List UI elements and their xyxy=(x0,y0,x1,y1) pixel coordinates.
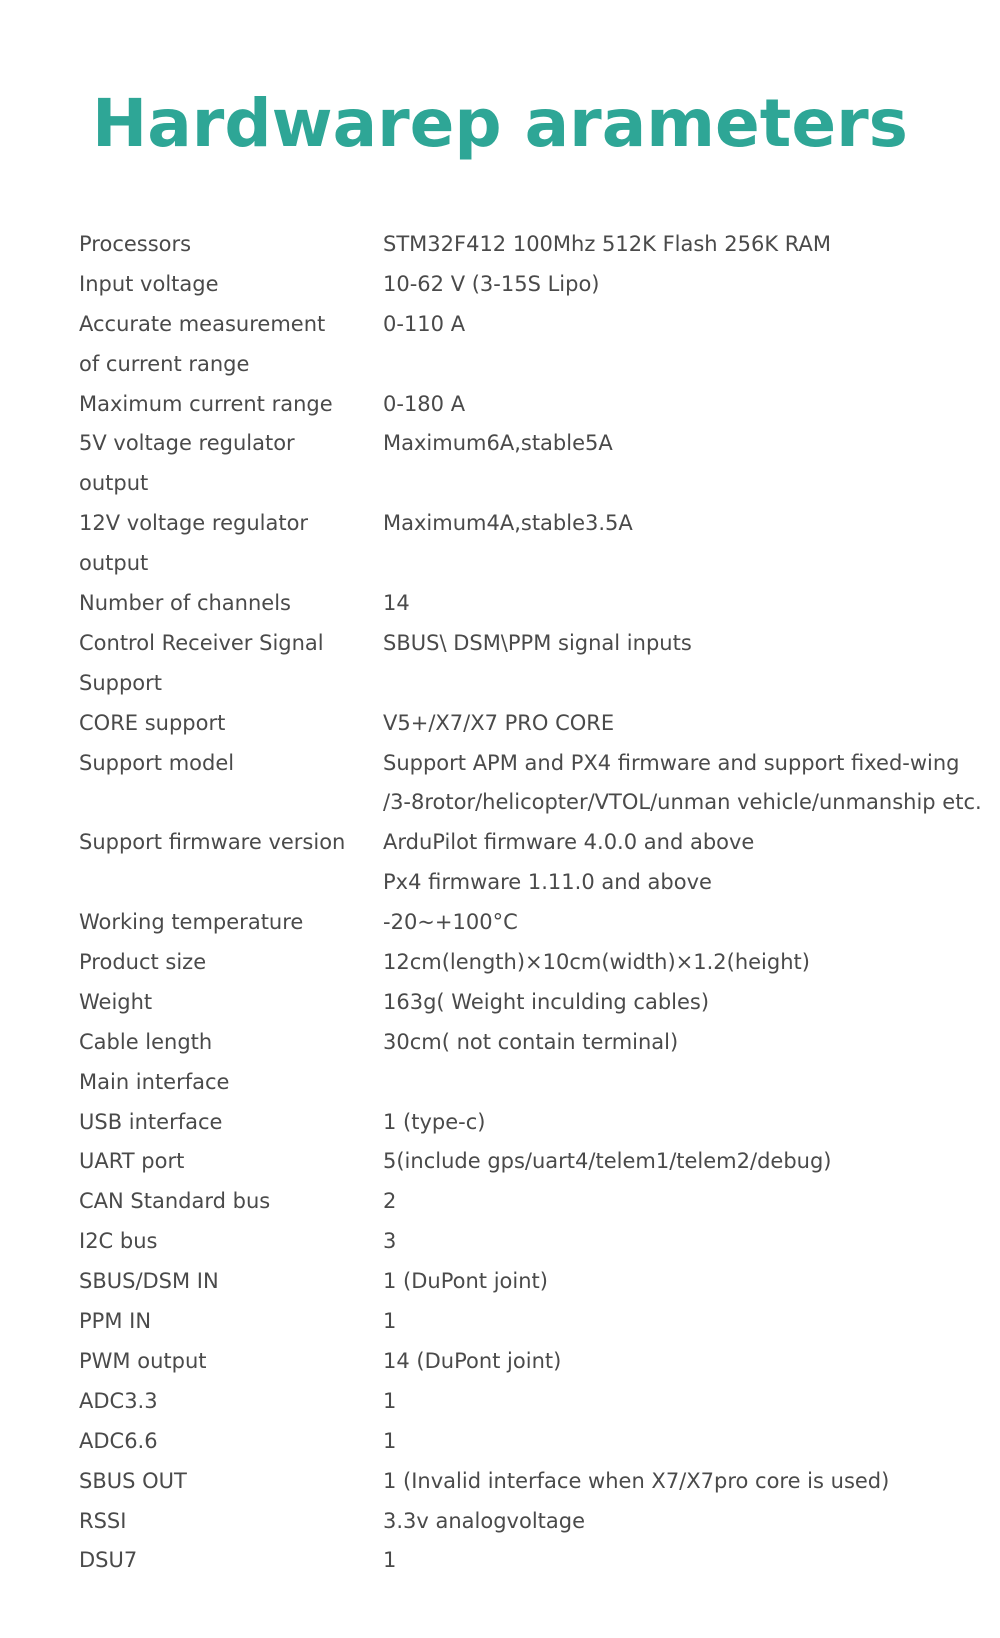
spec-label xyxy=(79,1541,383,1581)
spec-value-line: V5+/X7/X7 PRO CORE xyxy=(383,710,615,735)
spec-label xyxy=(79,1382,383,1422)
spec-label xyxy=(79,1262,383,1302)
spec-label-line: UART port xyxy=(79,1149,185,1174)
spec-label xyxy=(79,265,383,305)
spec-value xyxy=(383,624,959,704)
spec-row xyxy=(79,504,959,584)
spec-value xyxy=(383,1182,959,1222)
spec-row xyxy=(79,823,959,903)
spec-row xyxy=(79,1462,959,1502)
spec-row xyxy=(79,1222,959,1262)
spec-row xyxy=(79,1262,959,1302)
spec-label-line: Control Receiver Signal xyxy=(79,630,324,655)
spec-row xyxy=(79,1342,959,1382)
spec-label-line: 12V voltage regulator xyxy=(79,511,309,536)
spec-value-line: 3.3v analogvoltage xyxy=(383,1508,586,1533)
spec-table xyxy=(79,225,982,1581)
spec-value xyxy=(383,1103,959,1143)
spec-value xyxy=(383,1302,959,1342)
spec-label-line: Number of channels xyxy=(79,591,291,616)
spec-value-line: 14 xyxy=(383,591,410,616)
spec-value-line: 1 (type-c) xyxy=(383,1109,486,1134)
spec-label-line: output xyxy=(79,471,149,496)
spec-label-line: Support model xyxy=(79,750,235,775)
spec-label-line: ADC6.6 xyxy=(79,1428,158,1453)
spec-value xyxy=(383,504,959,584)
spec-row xyxy=(79,1302,959,1342)
spec-value-line: Px4 firmware 1.11.0 and above xyxy=(383,870,712,895)
spec-label-line: Product size xyxy=(79,950,207,975)
spec-row xyxy=(79,1502,959,1542)
spec-value xyxy=(383,584,959,624)
spec-row xyxy=(79,305,959,385)
spec-label-line: Input voltage xyxy=(79,271,219,296)
spec-row xyxy=(79,1023,959,1063)
spec-value-line: Support APM and PX4 firmware and support fixed-wing xyxy=(383,750,960,775)
spec-label-line: Support xyxy=(79,670,163,695)
spec-value xyxy=(383,1342,959,1382)
spec-row xyxy=(79,385,959,425)
spec-value-line: 14 (DuPont joint) xyxy=(383,1348,562,1373)
spec-label-line: Cable length xyxy=(79,1029,213,1054)
spec-label xyxy=(79,1502,383,1542)
spec-row xyxy=(79,1142,959,1182)
spec-value-line: 1 (Invalid interface when X7/X7pro core is used) xyxy=(383,1468,890,1493)
spec-value-line: 0-110 A xyxy=(383,311,466,336)
spec-value-line: 2 xyxy=(383,1189,397,1214)
spec-value-line: Maximum4A,stable3.5A xyxy=(383,511,633,536)
spec-value-line xyxy=(383,1063,959,1103)
spec-value-line: 5(include gps/uart4/telem1/telem2/debug) xyxy=(383,1149,832,1174)
spec-row xyxy=(79,1382,959,1422)
spec-label xyxy=(79,1142,383,1182)
spec-value-line: /3-8rotor/helicopter/VTOL/unman vehicle/unmanship etc. xyxy=(383,790,982,815)
spec-label-line: Support firmware version xyxy=(79,830,346,855)
spec-label-line: Accurate measurement xyxy=(79,311,326,336)
spec-label xyxy=(79,1063,383,1103)
spec-label xyxy=(79,744,383,824)
spec-value-line: 1 xyxy=(383,1428,397,1453)
spec-row xyxy=(79,225,959,265)
spec-value-line: 1 xyxy=(383,1388,397,1413)
spec-row xyxy=(79,1182,959,1222)
spec-row xyxy=(79,1541,959,1581)
spec-label-line: Maximum current range xyxy=(79,391,333,416)
spec-label-line: SBUS/DSM IN xyxy=(79,1269,219,1294)
spec-label-line: PWM output xyxy=(79,1348,207,1373)
spec-value-line xyxy=(383,664,959,704)
spec-row xyxy=(79,1063,959,1103)
spec-row xyxy=(79,744,982,824)
spec-value xyxy=(383,1063,959,1103)
spec-label xyxy=(79,424,383,504)
spec-value-line: 3 xyxy=(383,1229,397,1254)
spec-row xyxy=(79,1103,959,1143)
spec-label-line: SBUS OUT xyxy=(79,1468,187,1493)
spec-label-line: Processors xyxy=(79,232,192,256)
spec-label xyxy=(79,504,383,584)
spec-label xyxy=(79,305,383,385)
spec-label xyxy=(79,624,383,704)
spec-label xyxy=(79,1023,383,1063)
spec-label xyxy=(79,584,383,624)
spec-value-line: 1 xyxy=(383,1548,397,1573)
spec-value-line: 1 xyxy=(383,1309,397,1334)
spec-label-line: Main interface xyxy=(79,1069,230,1094)
spec-label xyxy=(79,704,383,744)
spec-label-line: DSU7 xyxy=(79,1548,138,1573)
spec-label-line: of current range xyxy=(79,351,250,376)
spec-label xyxy=(79,903,383,943)
spec-value xyxy=(383,903,959,943)
spec-value xyxy=(383,983,959,1023)
spec-label xyxy=(79,1182,383,1222)
spec-label xyxy=(79,1462,383,1502)
spec-row xyxy=(79,584,959,624)
spec-value-line: SBUS\ DSM\PPM signal inputs xyxy=(383,630,692,655)
spec-value xyxy=(383,744,982,824)
spec-value-line: Maximum6A,stable5A xyxy=(383,431,613,456)
spec-label xyxy=(79,1302,383,1342)
spec-label-line xyxy=(79,783,383,823)
spec-label xyxy=(79,943,383,983)
spec-label-line xyxy=(79,863,383,903)
spec-value xyxy=(383,305,959,385)
spec-label-line: PPM IN xyxy=(79,1309,152,1334)
spec-label-line: ADC3.3 xyxy=(79,1388,158,1413)
spec-value xyxy=(383,704,959,744)
spec-row xyxy=(79,983,959,1023)
spec-label xyxy=(79,1222,383,1262)
spec-value-line: 10-62 V (3-15S Lipo) xyxy=(383,271,600,296)
spec-row xyxy=(79,1422,959,1462)
spec-label-line: USB interface xyxy=(79,1109,223,1134)
spec-row xyxy=(79,943,959,983)
spec-label xyxy=(79,1103,383,1143)
spec-value xyxy=(383,823,959,903)
spec-value xyxy=(383,385,959,425)
spec-value-line: ArduPilot firmware 4.0.0 and above xyxy=(383,830,755,855)
spec-label xyxy=(79,225,383,265)
spec-label xyxy=(79,385,383,425)
spec-value xyxy=(383,1222,959,1262)
spec-value-line: -20~+100°C xyxy=(383,910,518,935)
spec-row xyxy=(79,624,959,704)
spec-value-line: 30cm( not contain terminal) xyxy=(383,1029,679,1054)
spec-value xyxy=(383,225,959,265)
page-title: Hardwarep arameters xyxy=(92,85,908,162)
spec-label-line: 5V voltage regulator xyxy=(79,431,295,456)
spec-value-line: 12cm(length)×10cm(width)×1.2(height) xyxy=(383,950,810,975)
spec-value xyxy=(383,943,959,983)
spec-value-line: STM32F412 100Mhz 512K Flash 256K RAM xyxy=(383,232,832,256)
spec-value-line: 163g( Weight inculding cables) xyxy=(383,989,710,1014)
spec-value xyxy=(383,1541,959,1581)
spec-label xyxy=(79,1342,383,1382)
spec-label-line: I2C bus xyxy=(79,1229,158,1254)
spec-label-line: RSSI xyxy=(79,1508,127,1533)
spec-label-line: CORE support xyxy=(79,710,226,735)
spec-row xyxy=(79,265,959,305)
spec-value xyxy=(383,265,959,305)
spec-value xyxy=(383,1262,959,1302)
spec-value xyxy=(383,1422,959,1462)
spec-label-line: output xyxy=(79,551,149,576)
spec-label-line: Weight xyxy=(79,989,153,1014)
spec-value-line: 0-180 A xyxy=(383,391,466,416)
spec-label-line: CAN Standard bus xyxy=(79,1189,271,1214)
spec-label xyxy=(79,983,383,1023)
spec-value-line xyxy=(383,464,959,504)
spec-value xyxy=(383,424,959,504)
spec-row xyxy=(79,704,959,744)
spec-value xyxy=(383,1502,959,1542)
spec-label xyxy=(79,1422,383,1462)
spec-value xyxy=(383,1382,959,1422)
spec-value xyxy=(383,1142,959,1182)
spec-row xyxy=(79,424,959,504)
spec-value-line xyxy=(383,345,959,385)
spec-label xyxy=(79,823,383,903)
spec-value-line xyxy=(383,544,959,584)
spec-label-line: Working temperature xyxy=(79,910,304,935)
spec-value xyxy=(383,1023,959,1063)
spec-value-line: 1 (DuPont joint) xyxy=(383,1269,548,1294)
spec-value xyxy=(383,1462,959,1502)
spec-row xyxy=(79,903,959,943)
